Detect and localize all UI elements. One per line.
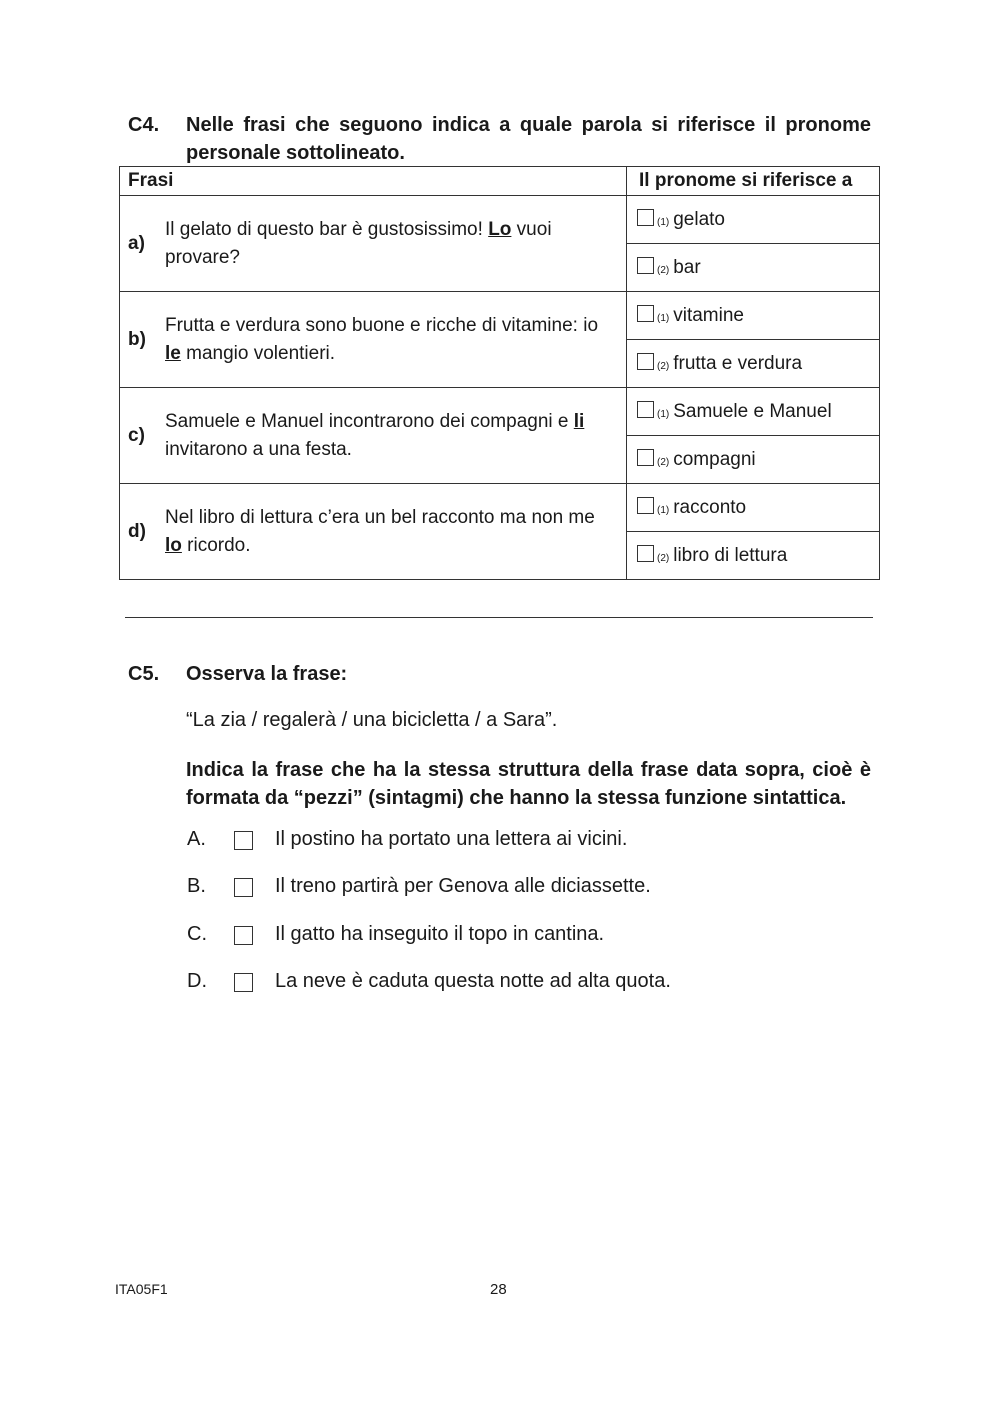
section-divider <box>125 617 873 618</box>
underlined-pronoun: Lo <box>488 218 512 240</box>
footer-code: ITA05F1 <box>115 1281 168 1297</box>
question-title: Nelle frasi che seguono indica a quale parola si riferisce il pronome personale sottolineato. <box>186 114 871 164</box>
sentence-cell <box>120 388 627 484</box>
checkbox-icon[interactable] <box>637 257 654 274</box>
checkbox-icon[interactable] <box>637 497 654 514</box>
checkbox-icon[interactable] <box>637 449 654 466</box>
checkbox-icon[interactable] <box>234 831 253 850</box>
option-checkbox[interactable]: (1) vitamine <box>627 292 880 340</box>
row-letter: d) <box>128 520 146 542</box>
sentence-text: Nel libro di lettura c’era un bel racconto ma non me lo ricordo. <box>165 506 595 556</box>
choice-label: B. <box>187 875 206 897</box>
choice-label: A. <box>187 828 206 850</box>
question-number: C5. <box>128 663 160 685</box>
checkbox-icon[interactable] <box>637 305 654 322</box>
table-row <box>120 484 880 532</box>
pronoun-table <box>119 166 880 580</box>
checkbox-icon[interactable] <box>637 545 654 562</box>
choice-text: Il gatto ha inseguito il topo in cantina. <box>275 923 605 945</box>
table-row <box>120 388 880 436</box>
underlined-pronoun: lo <box>165 534 182 556</box>
header-sentences: Frasi <box>120 167 627 196</box>
option-checkbox[interactable]: (2) bar <box>627 244 880 292</box>
option-checkbox[interactable]: (2) frutta e verdura <box>627 340 880 388</box>
table-row <box>120 196 880 244</box>
underlined-pronoun: le <box>165 342 181 364</box>
sentence-text: Samuele e Manuel incontrarono dei compagni e li invitarono a una festa. <box>165 410 585 460</box>
row-letter: b) <box>128 328 146 350</box>
table-header-row <box>120 167 880 196</box>
checkbox-icon[interactable] <box>234 926 253 945</box>
checkbox-icon[interactable] <box>234 878 253 897</box>
checkbox-icon[interactable] <box>637 209 654 226</box>
question-instruction: Indica la frase che ha la stessa struttura della frase data sopra, cioè è formata da “pezzi” (sintagmi) che hanno la stessa funzione sintattica. <box>186 759 871 809</box>
page-number: 28 <box>490 1281 507 1298</box>
option-checkbox[interactable]: (1) gelato <box>627 196 880 244</box>
sentence-cell <box>120 484 627 580</box>
underlined-pronoun: li <box>573 410 585 432</box>
table-row <box>120 292 880 340</box>
option-checkbox[interactable]: (2) libro di lettura <box>627 532 880 580</box>
option-checkbox[interactable]: (1) Samuele e Manuel <box>627 388 880 436</box>
choice-text: Il treno partirà per Genova alle diciassette. <box>275 875 651 897</box>
option-checkbox[interactable]: (2) compagni <box>627 436 880 484</box>
sentence-text: Il gelato di questo bar è gustosissimo! Lo vuoi provare? <box>165 218 552 268</box>
question-number: C4. <box>128 114 160 136</box>
example-sentence: “La zia / regalerà / una bicicletta / a Sara”. <box>186 709 558 731</box>
checkbox-icon[interactable] <box>637 353 654 370</box>
sentence-cell <box>120 196 627 292</box>
choice-text: Il postino ha portato una lettera ai vicini. <box>275 828 628 850</box>
sentence-cell <box>120 292 627 388</box>
sentence-text: Frutta e verdura sono buone e ricche di vitamine: io le mangio volentieri. <box>165 314 599 364</box>
header-pronoun: Il pronome si riferisce a <box>627 167 880 196</box>
option-checkbox[interactable]: (1) racconto <box>627 484 880 532</box>
choice-text: La neve è caduta questa notte ad alta quota. <box>275 970 671 992</box>
checkbox-icon[interactable] <box>234 973 253 992</box>
question-title: Osserva la frase: <box>186 663 348 685</box>
row-letter: a) <box>128 232 145 254</box>
checkbox-icon[interactable] <box>637 401 654 418</box>
choice-label: C. <box>187 923 207 945</box>
choice-label: D. <box>187 970 207 992</box>
row-letter: c) <box>128 424 145 446</box>
